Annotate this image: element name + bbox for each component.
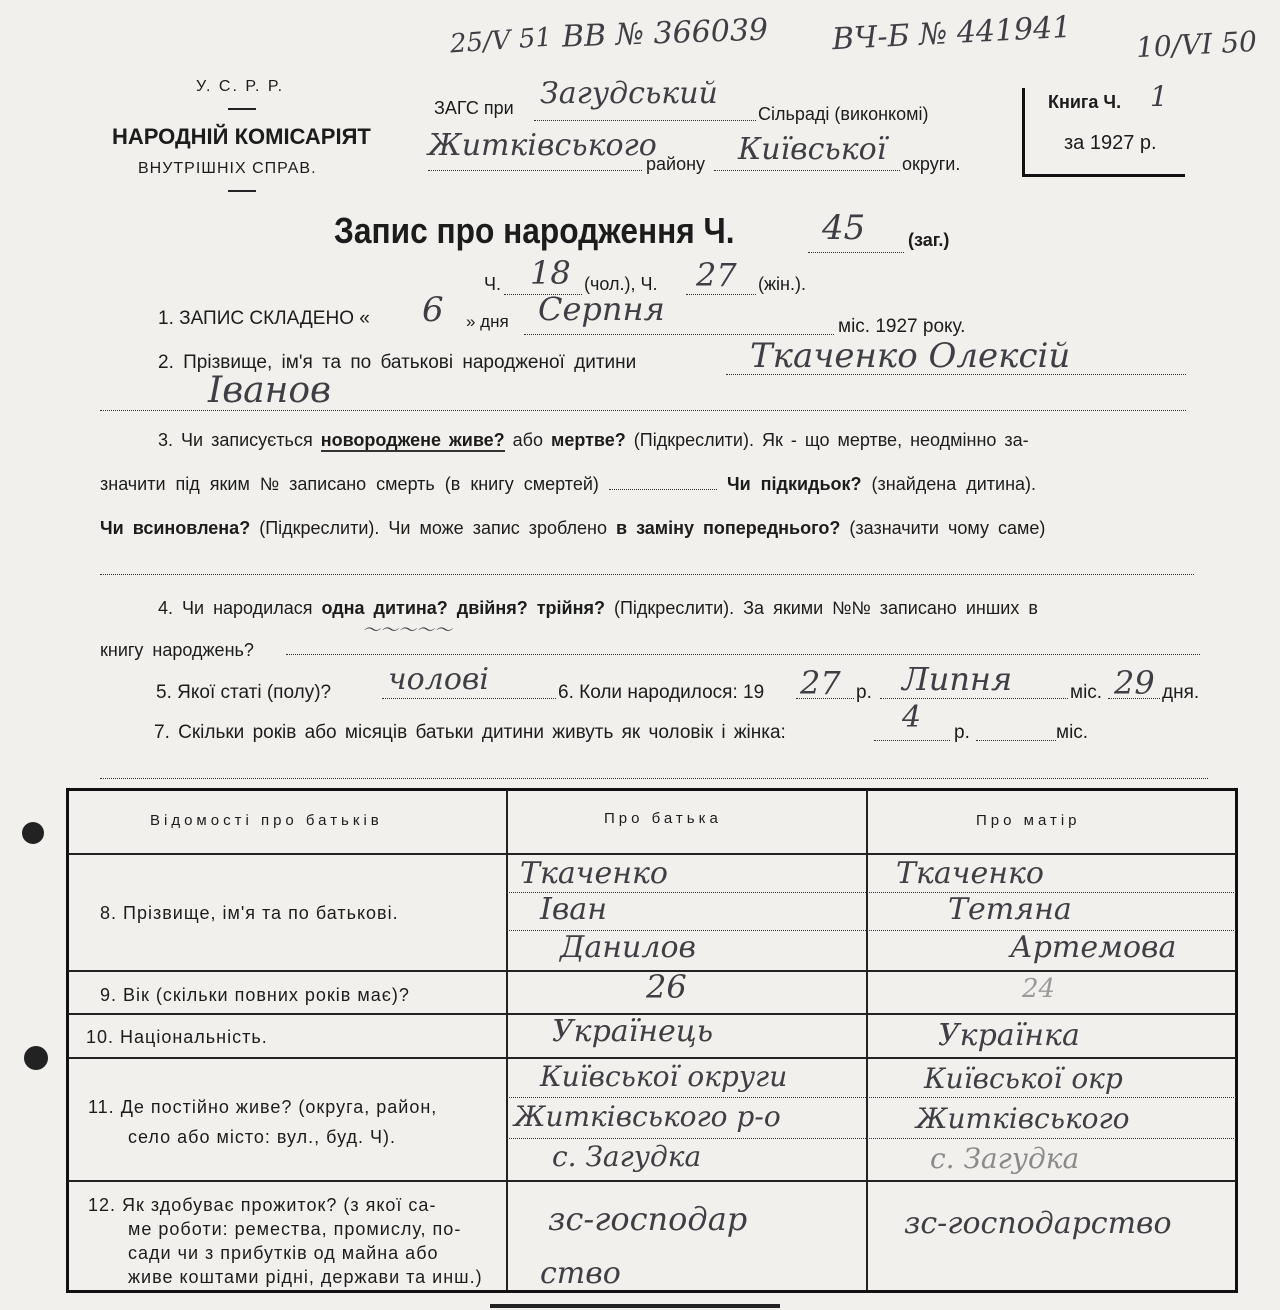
item2-second-blank: [100, 410, 1186, 411]
row8-mother-name: Тетяна: [948, 892, 1072, 927]
table-col-divider: [506, 790, 508, 1290]
row12-mother-occupation: зс-господарство: [904, 1206, 1172, 1241]
district-label: району: [646, 154, 706, 174]
table-subline: [506, 1138, 1236, 1139]
table-row-divider: [68, 1057, 1236, 1059]
commissariat-title: НАРОДНІЙ КОМІСАРІЯТ: [112, 124, 371, 149]
row11-mother-village: с. Загудка: [930, 1142, 1080, 1175]
item2-name-handwritten: Ткаченко Олексій: [750, 336, 1071, 376]
male-label: (чол.), Ч.: [584, 274, 658, 294]
item6-year-blank: [796, 698, 854, 699]
book-number-handwritten: 1: [1150, 80, 1168, 113]
row12-father-occupation: зс-господар: [548, 1200, 748, 1238]
village-name-handwritten: Загудський: [540, 76, 718, 111]
table-header-mother: Про матір: [976, 812, 1081, 829]
item7-years-blank: [874, 740, 950, 741]
item7-years-label: р.: [954, 722, 970, 743]
female-label: (жін.).: [758, 274, 806, 294]
row12-label-line2: ме роботи: ремества, промислу, по-: [128, 1219, 462, 1239]
table-subline: [506, 1097, 1236, 1098]
okrug-name-handwritten: Київської: [738, 132, 887, 167]
record-title: Запис про народження Ч.: [334, 210, 735, 251]
item3-live-option: новороджене живе?: [320, 430, 505, 450]
row8-mother-patronymic: Артемова: [1010, 930, 1177, 965]
table-col-divider: [866, 790, 868, 1290]
item3-dead-option: мертве?: [551, 430, 626, 450]
row8-label: 8. Прізвище, ім'я та по батькові.: [100, 903, 399, 923]
item7-months-blank: [976, 740, 1056, 741]
row11-label-line2: село або місто: вул., буд. Ч).: [128, 1127, 396, 1147]
ussr-label: У. С. Р. Р.: [196, 78, 285, 95]
row11-mother-district: Житківського: [916, 1102, 1130, 1135]
male-number-handwritten: 18: [530, 254, 571, 292]
item3-line3: [100, 518, 1045, 539]
item3-text: (знайдена дитина).: [871, 474, 1037, 494]
table-row-divider: [68, 1180, 1236, 1182]
item1-month-blank: [524, 334, 834, 335]
row12-father-occupation-cont: ство: [540, 1256, 621, 1291]
row9-label: 9. Вік (скільки повних років має)?: [100, 985, 410, 1005]
item5-label: 5. Якої статі (полу)?: [156, 682, 332, 703]
item3-text: (Підкреслити). Чи може запис зроблено: [259, 518, 607, 538]
row9-father-age: 26: [646, 968, 687, 1006]
female-number-blank: [686, 294, 756, 295]
item1-day-handwritten: 6: [422, 290, 444, 330]
item6-month-label: міс.: [1070, 682, 1103, 703]
item7-months-label: міс.: [1056, 722, 1089, 743]
row12-label-line3: сади чи з прибутків од майна або: [128, 1243, 439, 1263]
district-blank: [428, 170, 642, 171]
item4-text: (Підкреслити). За якими №№ записано инших в: [614, 598, 1038, 618]
row11-label-line1: 11. Де постійно живе? (округа, район,: [88, 1097, 438, 1117]
item5-sex-handwritten: чолові: [388, 662, 489, 697]
item3-text: 3. Чи записується: [158, 430, 313, 450]
item3-text: значити під яким № записано смерть (в книгу смертей): [100, 474, 599, 494]
record-number-handwritten: 45: [822, 208, 866, 248]
row10-father-nationality: Українець: [552, 1014, 714, 1049]
item2-patronymic-handwritten: Іванов: [208, 370, 331, 411]
item1-month-label: міс. 1927 року.: [838, 316, 966, 337]
item6-label: 6. Коли народилося: 19: [558, 682, 765, 703]
district-name-handwritten: Житківського: [428, 128, 657, 163]
item6-year-handwritten: 27: [800, 664, 841, 702]
record-suffix: (заг.): [908, 230, 950, 250]
item6-day-label: дня.: [1162, 682, 1200, 703]
female-number-handwritten: 27: [696, 256, 737, 294]
row8-mother-surname: Ткаченко: [896, 856, 1044, 891]
item4-underline-mark: ～～～～～: [362, 620, 452, 641]
item1-day-label: » дня: [466, 312, 509, 331]
row8-father-surname: Ткаченко: [520, 856, 668, 891]
bottom-edge-mark: [490, 1304, 780, 1308]
zags-label: ЗАГС при: [434, 98, 514, 118]
item6-year-label: р.: [856, 682, 872, 703]
item3-foundling-option: Чи підкидьок?: [726, 474, 862, 494]
item4-text: 4. Чи народилася: [158, 598, 313, 618]
item4-line1: [158, 598, 1038, 619]
item4-options: одна дитина? двійня? трійня?: [321, 598, 605, 618]
item3-text: (зазначити чому саме): [849, 518, 1046, 538]
ink-blot: [22, 822, 44, 844]
item6-month-blank: [880, 698, 1068, 699]
book-label: Книга Ч.: [1048, 92, 1122, 112]
row11-father-okrug: Київської округи: [540, 1060, 788, 1093]
okrug-blank: [714, 170, 900, 171]
item4-blank: [286, 654, 1200, 655]
handwritten-reference-2: ВЧ-Б № 441941: [831, 9, 1073, 58]
item2-label: 2. Прізвище, ім'я та по батькові народженої дитини: [158, 352, 637, 373]
item6-day-blank: [1108, 698, 1160, 699]
item3-adopted-option: Чи всиновлена?: [100, 518, 251, 538]
row12-label-line4: живе коштами рідні, держави та инш.): [128, 1267, 483, 1287]
item3-replacement-option: в заміну попереднього?: [616, 518, 841, 538]
ink-blot: [24, 1046, 48, 1070]
table-header-father: Про батька: [604, 810, 722, 827]
internal-affairs-label: ВНУТРІШНІХ СПРАВ.: [138, 160, 317, 177]
item3-text: або: [512, 430, 544, 450]
divider: [228, 108, 256, 110]
row10-mother-nationality: Українка: [938, 1018, 1080, 1053]
item1-label: 1. ЗАПИС СКЛАДЕНО «: [158, 308, 370, 329]
item3-line2: [100, 474, 1036, 495]
sub-ch-label: Ч.: [484, 274, 501, 294]
divider: [228, 190, 256, 192]
row11-mother-okrug: Київської окр: [924, 1062, 1123, 1095]
record-number-blank: [808, 252, 904, 253]
row9-mother-age: 24: [1022, 974, 1056, 1004]
item4-line2: книгу народжень?: [100, 640, 254, 660]
table-header-info: Відомості про батьків: [150, 812, 383, 829]
item1-month-handwritten: Серпня: [538, 290, 665, 328]
item6-month-handwritten: Липня: [902, 660, 1013, 698]
row8-father-name: Іван: [540, 892, 607, 927]
row10-label: 10. Національність.: [86, 1027, 268, 1047]
item3-line1: [158, 430, 1029, 451]
item7-years-handwritten: 4: [902, 700, 922, 735]
okrug-label: округи.: [902, 154, 961, 174]
row8-father-patronymic: Данилов: [560, 930, 696, 965]
handwritten-reference-1: ВВ № 366039: [561, 12, 769, 55]
book-year: за 1927 р.: [1064, 132, 1157, 154]
handwritten-date-2: 10/VI 50: [1135, 24, 1258, 65]
item6-day-handwritten: 29: [1114, 664, 1155, 702]
council-label: Сільраді (виконкомі): [758, 104, 929, 124]
handwritten-date-1: 25/V 51: [449, 22, 553, 60]
item3-text: (Підкреслити). Як - що мертве, неодмінно за-: [633, 430, 1029, 450]
item7-label: 7. Скільки років або місяців батьки дитини живуть як чоловік і жінка:: [154, 722, 786, 743]
table-subline: [506, 892, 1236, 893]
item2-name-blank: [726, 374, 1186, 375]
item7-blank-line: [100, 778, 1208, 779]
row12-label-line1: 12. Як здобуває прожиток? (з якої са-: [88, 1195, 437, 1215]
row11-father-district: Житківського р-о: [514, 1100, 781, 1133]
row11-father-village: с. Загудка: [552, 1140, 702, 1173]
village-blank: [534, 120, 756, 121]
table-row-divider: [68, 853, 1236, 855]
item3-blank: [100, 574, 1194, 575]
item5-sex-blank: [382, 698, 556, 699]
